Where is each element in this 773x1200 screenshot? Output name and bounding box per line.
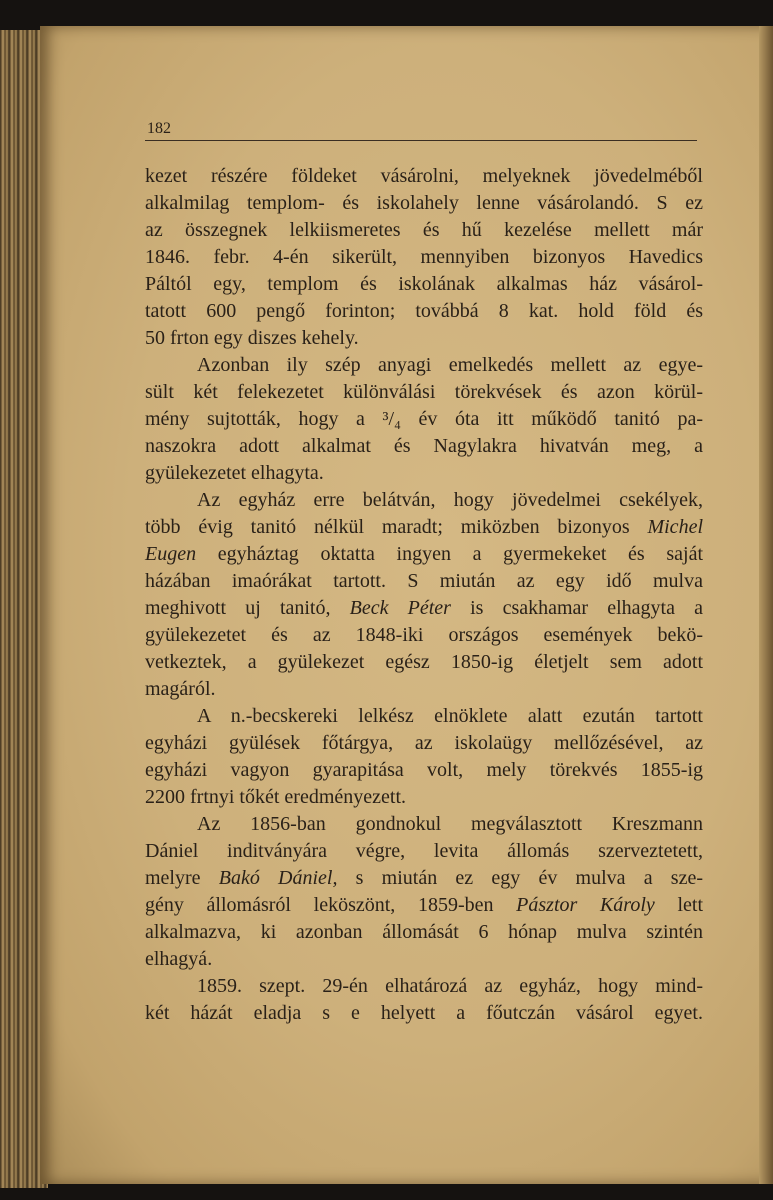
text-segment: egyházi vagyon gyarapitása volt, mely törekvés 1855-ig <box>145 759 703 781</box>
text-line <box>145 622 703 649</box>
text-segment: 1846. febr. 4-én sikerült, mennyiben bizonyos Havedics <box>145 246 703 268</box>
text-line <box>145 649 703 676</box>
text-segment: gény állomásról leköszönt, 1859-ben <box>145 894 517 916</box>
text-segment: alkalmilag templom- és iskolahely lenne vásárolandó. S ez <box>145 192 703 214</box>
text-line <box>145 919 703 946</box>
text-line <box>145 244 703 271</box>
text-segment: 2200 frtnyi tőkét eredményezett. <box>145 786 407 808</box>
text-line <box>145 595 703 622</box>
text-line <box>145 703 703 730</box>
text-segment: 50 frton egy diszes kehely. <box>145 327 359 349</box>
header-rule <box>145 140 697 141</box>
text-segment: melyre <box>145 867 219 889</box>
text-line <box>145 433 703 460</box>
text-line <box>145 163 703 190</box>
text-line <box>145 730 703 757</box>
text-segment: lett <box>654 894 703 916</box>
text-segment: vetkeztek, a gyülekezet egész 1850-ig életjelt sem adott <box>145 651 703 673</box>
text-line <box>145 460 703 487</box>
text-segment: házában imaórákat tartott. S miután az egy idő mulva <box>145 570 703 592</box>
text-segment: elhagyá. <box>145 948 213 970</box>
text-segment: is csakhamar elhagyta a <box>450 597 703 619</box>
page-right-edge <box>759 26 773 1184</box>
text-segment: alkalmazva, ki azonban állomását 6 hónap mulva szintén <box>145 921 703 943</box>
text-segment: 1859. szept. 29-én elhatározá az egyház, hogy mind- <box>197 975 703 997</box>
text-line <box>145 811 703 838</box>
italic-name: Eugen <box>145 543 197 565</box>
text-segment: Páltól egy, templom és iskolának alkalmas ház vásárol- <box>145 273 703 295</box>
text-segment: kezet részére földeket vásárolni, melyeknek jövedelméből <box>145 165 703 187</box>
text-line <box>145 379 703 406</box>
text-line <box>145 676 703 703</box>
text-line <box>145 217 703 244</box>
text-line <box>145 865 703 892</box>
text-segment: s miután ez egy év mulva a sze- <box>337 867 703 889</box>
italic-name: Michel <box>647 516 703 538</box>
text-segment: két házát eladja s e helyett a főutczán vásárol egyet. <box>145 1002 703 1024</box>
text-segment: az összegnek lelkiismeretes és hű kezelése mellett már <box>145 219 703 241</box>
text-segment: több évig tanitó nélkül maradt; miközben bizonyos <box>145 516 648 538</box>
text-segment: meghivott uj tanitó, <box>145 597 350 619</box>
text-segment: gyülekezetet és az 1848-iki országos események bekö- <box>145 624 703 646</box>
text-segment: mény sujtották, hogy a ³/₄ év óta itt működő tanitó pa- <box>145 408 703 430</box>
text-segment: magáról. <box>145 678 216 700</box>
text-line <box>145 757 703 784</box>
italic-name: Pásztor Károly <box>516 894 655 916</box>
text-segment: egyházi gyülések főtárgya, az iskolaügy mellőzésével, az <box>145 732 703 754</box>
text-line <box>145 325 703 352</box>
text-segment: Azonban ily szép anyagi emelkedés mellett az egye- <box>197 354 703 376</box>
text-line <box>145 298 703 325</box>
text-segment: egyháztag oktatta ingyen a gyermekeket és saját <box>196 543 703 565</box>
text-line <box>145 406 703 433</box>
italic-name: Beck Péter <box>349 597 451 619</box>
text-line <box>145 352 703 379</box>
body-text <box>145 163 703 1027</box>
text-line <box>145 1000 703 1027</box>
text-segment: tatott 600 pengő forinton; továbbá 8 kat. hold föld és <box>145 300 703 322</box>
text-line <box>145 271 703 298</box>
text-line <box>145 784 703 811</box>
text-segment: Az egyház erre belátván, hogy jövedelmei csekélyek, <box>197 489 703 511</box>
text-segment: Az 1856-ban gondnokul megválasztott Kreszmann <box>197 813 703 835</box>
text-segment: naszokra adott alkalmat és Nagylakra hivatván meg, a <box>145 435 703 457</box>
text-line <box>145 973 703 1000</box>
italic-name: Bakó Dániel, <box>218 867 338 889</box>
text-line <box>145 190 703 217</box>
text-line <box>145 892 703 919</box>
text-segment: A n.-becskereki lelkész elnöklete alatt ezután tartott <box>197 705 703 727</box>
text-line <box>145 541 703 568</box>
text-line <box>145 946 703 973</box>
text-segment: sült két felekezetet különválási törekvések és azon körül- <box>145 381 703 403</box>
text-line <box>145 838 703 865</box>
text-segment: Dániel inditványára végre, levita állomás szerveztetett, <box>145 840 703 862</box>
page-number: 182 <box>147 120 171 137</box>
text-line <box>145 487 703 514</box>
text-line <box>145 568 703 595</box>
text-line <box>145 514 703 541</box>
text-segment: gyülekezetet elhagyta. <box>145 462 324 484</box>
